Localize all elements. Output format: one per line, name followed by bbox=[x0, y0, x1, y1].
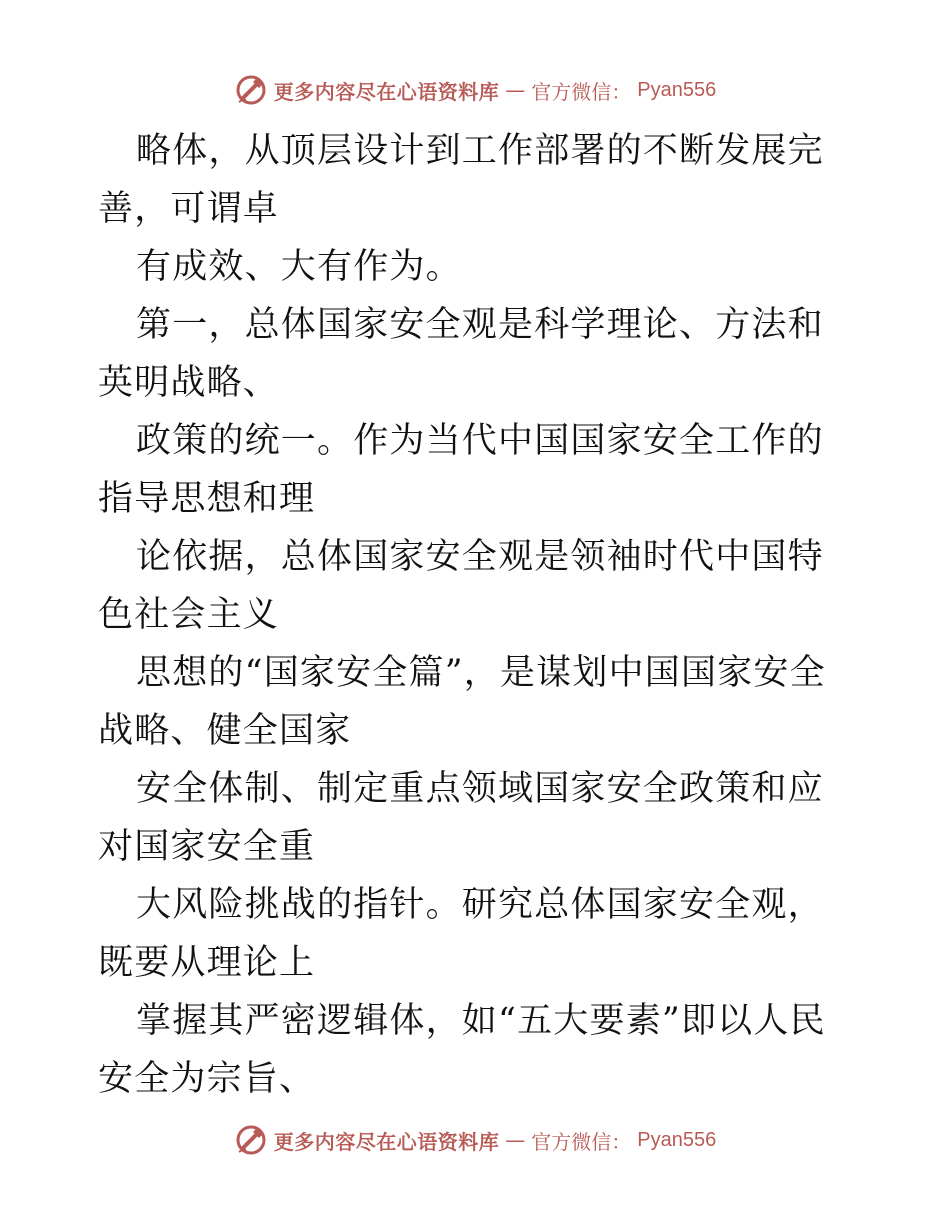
paragraph: 第一，总体国家安全观是科学理论、方法和英明战略、 bbox=[98, 305, 824, 403]
paragraph: 掌握其严密逻辑体，如“五大要素”即以人民安全为宗旨、 bbox=[98, 1001, 826, 1099]
footer-wechat-label: 官方微信： bbox=[531, 1129, 632, 1154]
footer-banner bbox=[0, 1120, 950, 1160]
header-wechat-id: Pyan556 bbox=[637, 78, 717, 101]
pen-circle-logo-icon bbox=[234, 1123, 268, 1157]
paragraph: 安全体制、制定重点领域国家安全政策和应对国家安全重 bbox=[98, 769, 824, 867]
paragraph: 论依据，总体国家安全观是领袖时代中国特色社会主义 bbox=[98, 537, 824, 635]
document-body bbox=[98, 122, 858, 1108]
header-banner bbox=[0, 70, 950, 110]
paragraph: 思想的“国家安全篇”，是谋划中国国家安全战略、健全国家 bbox=[98, 653, 826, 751]
header-separator: — bbox=[505, 78, 526, 102]
header-wechat-label: 官方微信： bbox=[531, 79, 632, 104]
footer-site-text: 更多内容尽在心语资料库 bbox=[273, 1129, 500, 1154]
header-site-text: 更多内容尽在心语资料库 bbox=[273, 79, 500, 104]
paragraph: 略体，从顶层设计到工作部署的不断发展完善，可谓卓 bbox=[98, 131, 824, 229]
paragraph: 政策的统一。作为当代中国国家安全工作的指导思想和理 bbox=[98, 421, 824, 519]
pen-circle-logo-icon bbox=[234, 73, 268, 107]
footer-separator: — bbox=[505, 1128, 526, 1152]
paragraph: 大风险挑战的指针。研究总体国家安全观，既要从理论上 bbox=[98, 885, 824, 983]
footer-wechat-id: Pyan556 bbox=[637, 1128, 717, 1151]
paragraph: 有成效、大有作为。 bbox=[136, 247, 462, 287]
